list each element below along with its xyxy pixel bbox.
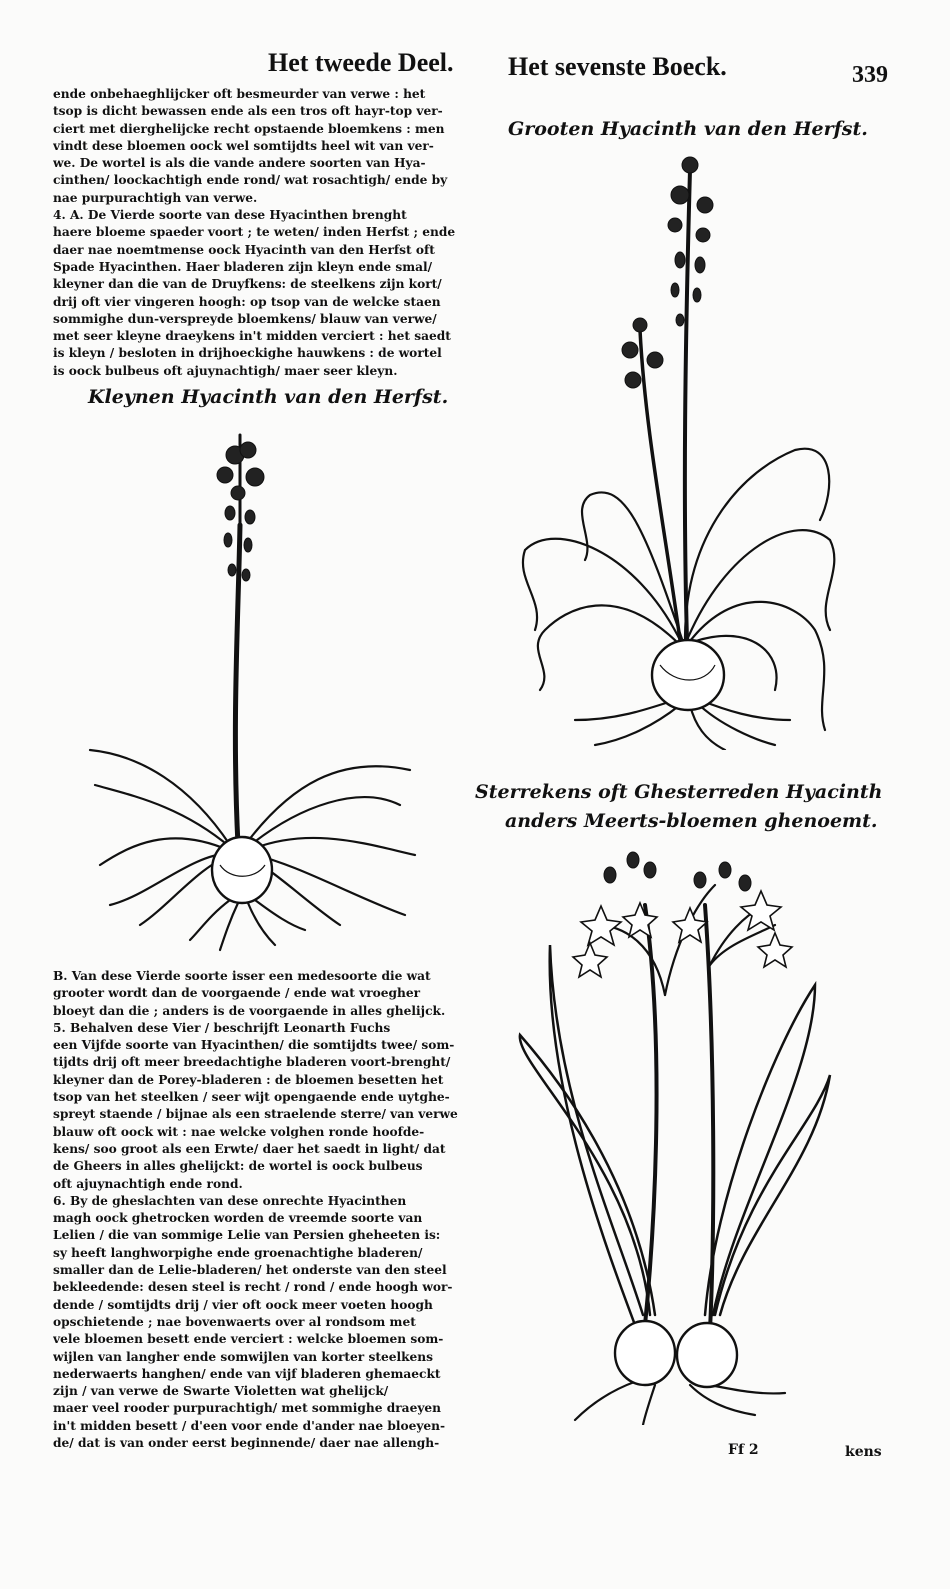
bottom-text-line: oft ajuynachtigh ende rond. [53,1176,243,1191]
bottom-text-line: de Gheers in alles ghelijckt: de wortel is oock bulbeus [53,1159,423,1174]
bottom-text-line: kens/ soo groot als een Erwte/ daer het saedt in light/ dat [53,1141,446,1156]
top-text-line: ciert met dierghelijcke recht opstaende bloemkens : men [53,121,445,136]
bottom-text-line: dende / somtijdts drij / vier oft oock meer voeten hoogh [53,1297,433,1312]
left-running-title: Het tweede Deel. [268,48,454,77]
bottom-text-line: smaller dan de Lelie-bladeren/ het onderste van den steel [53,1263,447,1278]
bottom-text-line: een Vijfde soorte van Hyacinthen/ die somtijdts twee/ som- [53,1038,455,1053]
bottom-text-line: blauw oft oock wit : nae welcke volghen ronde hoofde- [53,1124,425,1139]
top-text-line: 4. A. De Vierde soorte van dese Hyacinthen brenght [53,208,407,223]
bottom-text-line: in't midden besett / d'een voor ende d'ander nae bloeyen- [53,1418,446,1433]
caption-right-bottom-plant-line2: anders Meerts-bloemen ghenoemt. [505,810,878,832]
right-running-title: Het sevenste Boeck. [508,52,727,81]
bottom-text-line: 5. Behalven dese Vier / beschrijft Leonarth Fuchs [53,1020,391,1035]
bottom-text-line: tijdts drij oft meer breedachtighe bladeren voort-brenght/ [53,1055,451,1070]
top-text-block [53,86,458,380]
top-text-line: kleyner dan die van de Druyfkens: de steelkens zijn kort/ [53,277,442,292]
bottom-text-block [53,968,458,1452]
bottom-text-line: wijlen van langher ende somwijlen van korter steelkens [53,1349,434,1364]
bottom-text-line: bloeyt dan die ; anders is de voorgaende in alles ghelijck. [53,1003,446,1018]
top-text-line: we. De wortel is als die vande andere soorten van Hya- [53,156,426,171]
top-text-line: is kleyn / besloten in drijhoeckighe hauwkens : de wortel [53,346,442,361]
caption-left-plant: Kleynen Hyacinth van den Herfst. [88,386,449,408]
top-text-line: sommighe dun-verspreyde bloemkens/ blauw van verwe/ [53,311,437,326]
catchword: kens [845,1444,882,1460]
top-text-line: daer nae noemtmense oock Hyacinth van den Herfst oft [53,242,435,257]
bottom-text-line: vele bloemen besett ende verciert : welcke bloemen som- [53,1332,444,1347]
bottom-text-line: opschietende ; nae bovenwaerts over al rondsom met [53,1314,416,1329]
bottom-text-line: grooter wordt dan de voorgaende / ende wat vroegher [53,986,421,1001]
top-text-line: Spade Hyacinthen. Haer bladeren zijn kleyn ende smal/ [53,259,433,274]
bottom-text-line: kleyner dan de Porey-bladeren : de bloemen besetten het [53,1072,444,1087]
top-text-line: met seer kleyne draeykens in't midden verciert : het saedt [53,329,451,344]
caption-right-top-plant: Grooten Hyacinth van den Herfst. [508,118,868,140]
bottom-text-line: B. Van dese Vierde soorte isser een medesoorte die wat [53,969,431,983]
top-text-line: cinthen/ loockachtigh ende rond/ wat rosachtigh/ ende by [53,173,448,188]
bottom-text-line: tsop van het steelken / seer wijt opengaende ende uytghe- [53,1090,450,1105]
top-text-line: drij oft vier vingeren hoogh: op tsop van de welcke staen [53,294,441,309]
top-text-line: is oock bulbeus oft ajuynachtigh/ maer seer kleyn. [53,363,398,378]
bottom-text-line: Lelien / die van sommige Lelie van Persien gheheeten is: [53,1228,441,1243]
bottom-text-line: de/ dat is van onder eerst beginnende/ daer nae allengh- [53,1436,440,1451]
page-number: 339 [852,62,888,88]
right-top-hyacinth-illustration [515,150,845,750]
right-bottom-star-hyacinth-illustration [515,845,845,1425]
top-text-line: nae purpurachtigh van verwe. [53,190,258,205]
bottom-text-line: bekleedende: desen steel is recht / rond / ende hoogh wor- [53,1280,453,1295]
bottom-text-line: zijn / van verwe de Swarte Violetten wat ghelijck/ [53,1384,389,1399]
bottom-text-line: spreyt staende / bijnae als een straelende sterre/ van verwe [53,1107,458,1122]
bottom-text-line: maer veel rooder purpurachtigh/ met sommighe draeyen [53,1401,442,1416]
top-text-line: haere bloeme spaeder voort ; te weten/ inden Herfst ; ende [53,225,456,240]
bottom-text-line: 6. By de gheslachten van dese onrechte Hyacinthen [53,1193,407,1208]
left-hyacinth-illustration [80,425,430,955]
top-text-line: vindt dese bloemen oock wel somtijdts heel wit van ver- [53,138,434,153]
top-text-line: tsop is dicht bewassen ende als een tros oft hayr-top ver- [53,104,443,119]
caption-right-bottom-plant-line1: Sterrekens oft Ghesterreden Hyacinth [475,781,883,803]
bottom-text-line: magh oock ghetrocken worden de vreemde soorte van [53,1211,423,1226]
bottom-text-line: sy heeft langhworpighe ende groenachtighe bladeren/ [53,1245,423,1260]
signature-mark: Ff 2 [728,1442,759,1458]
top-text-line: ende onbehaeghlijcker oft besmeurder van verwe : het [53,87,426,101]
bottom-text-line: nederwaerts hanghen/ ende van vijf bladeren ghemaeckt [53,1366,441,1381]
